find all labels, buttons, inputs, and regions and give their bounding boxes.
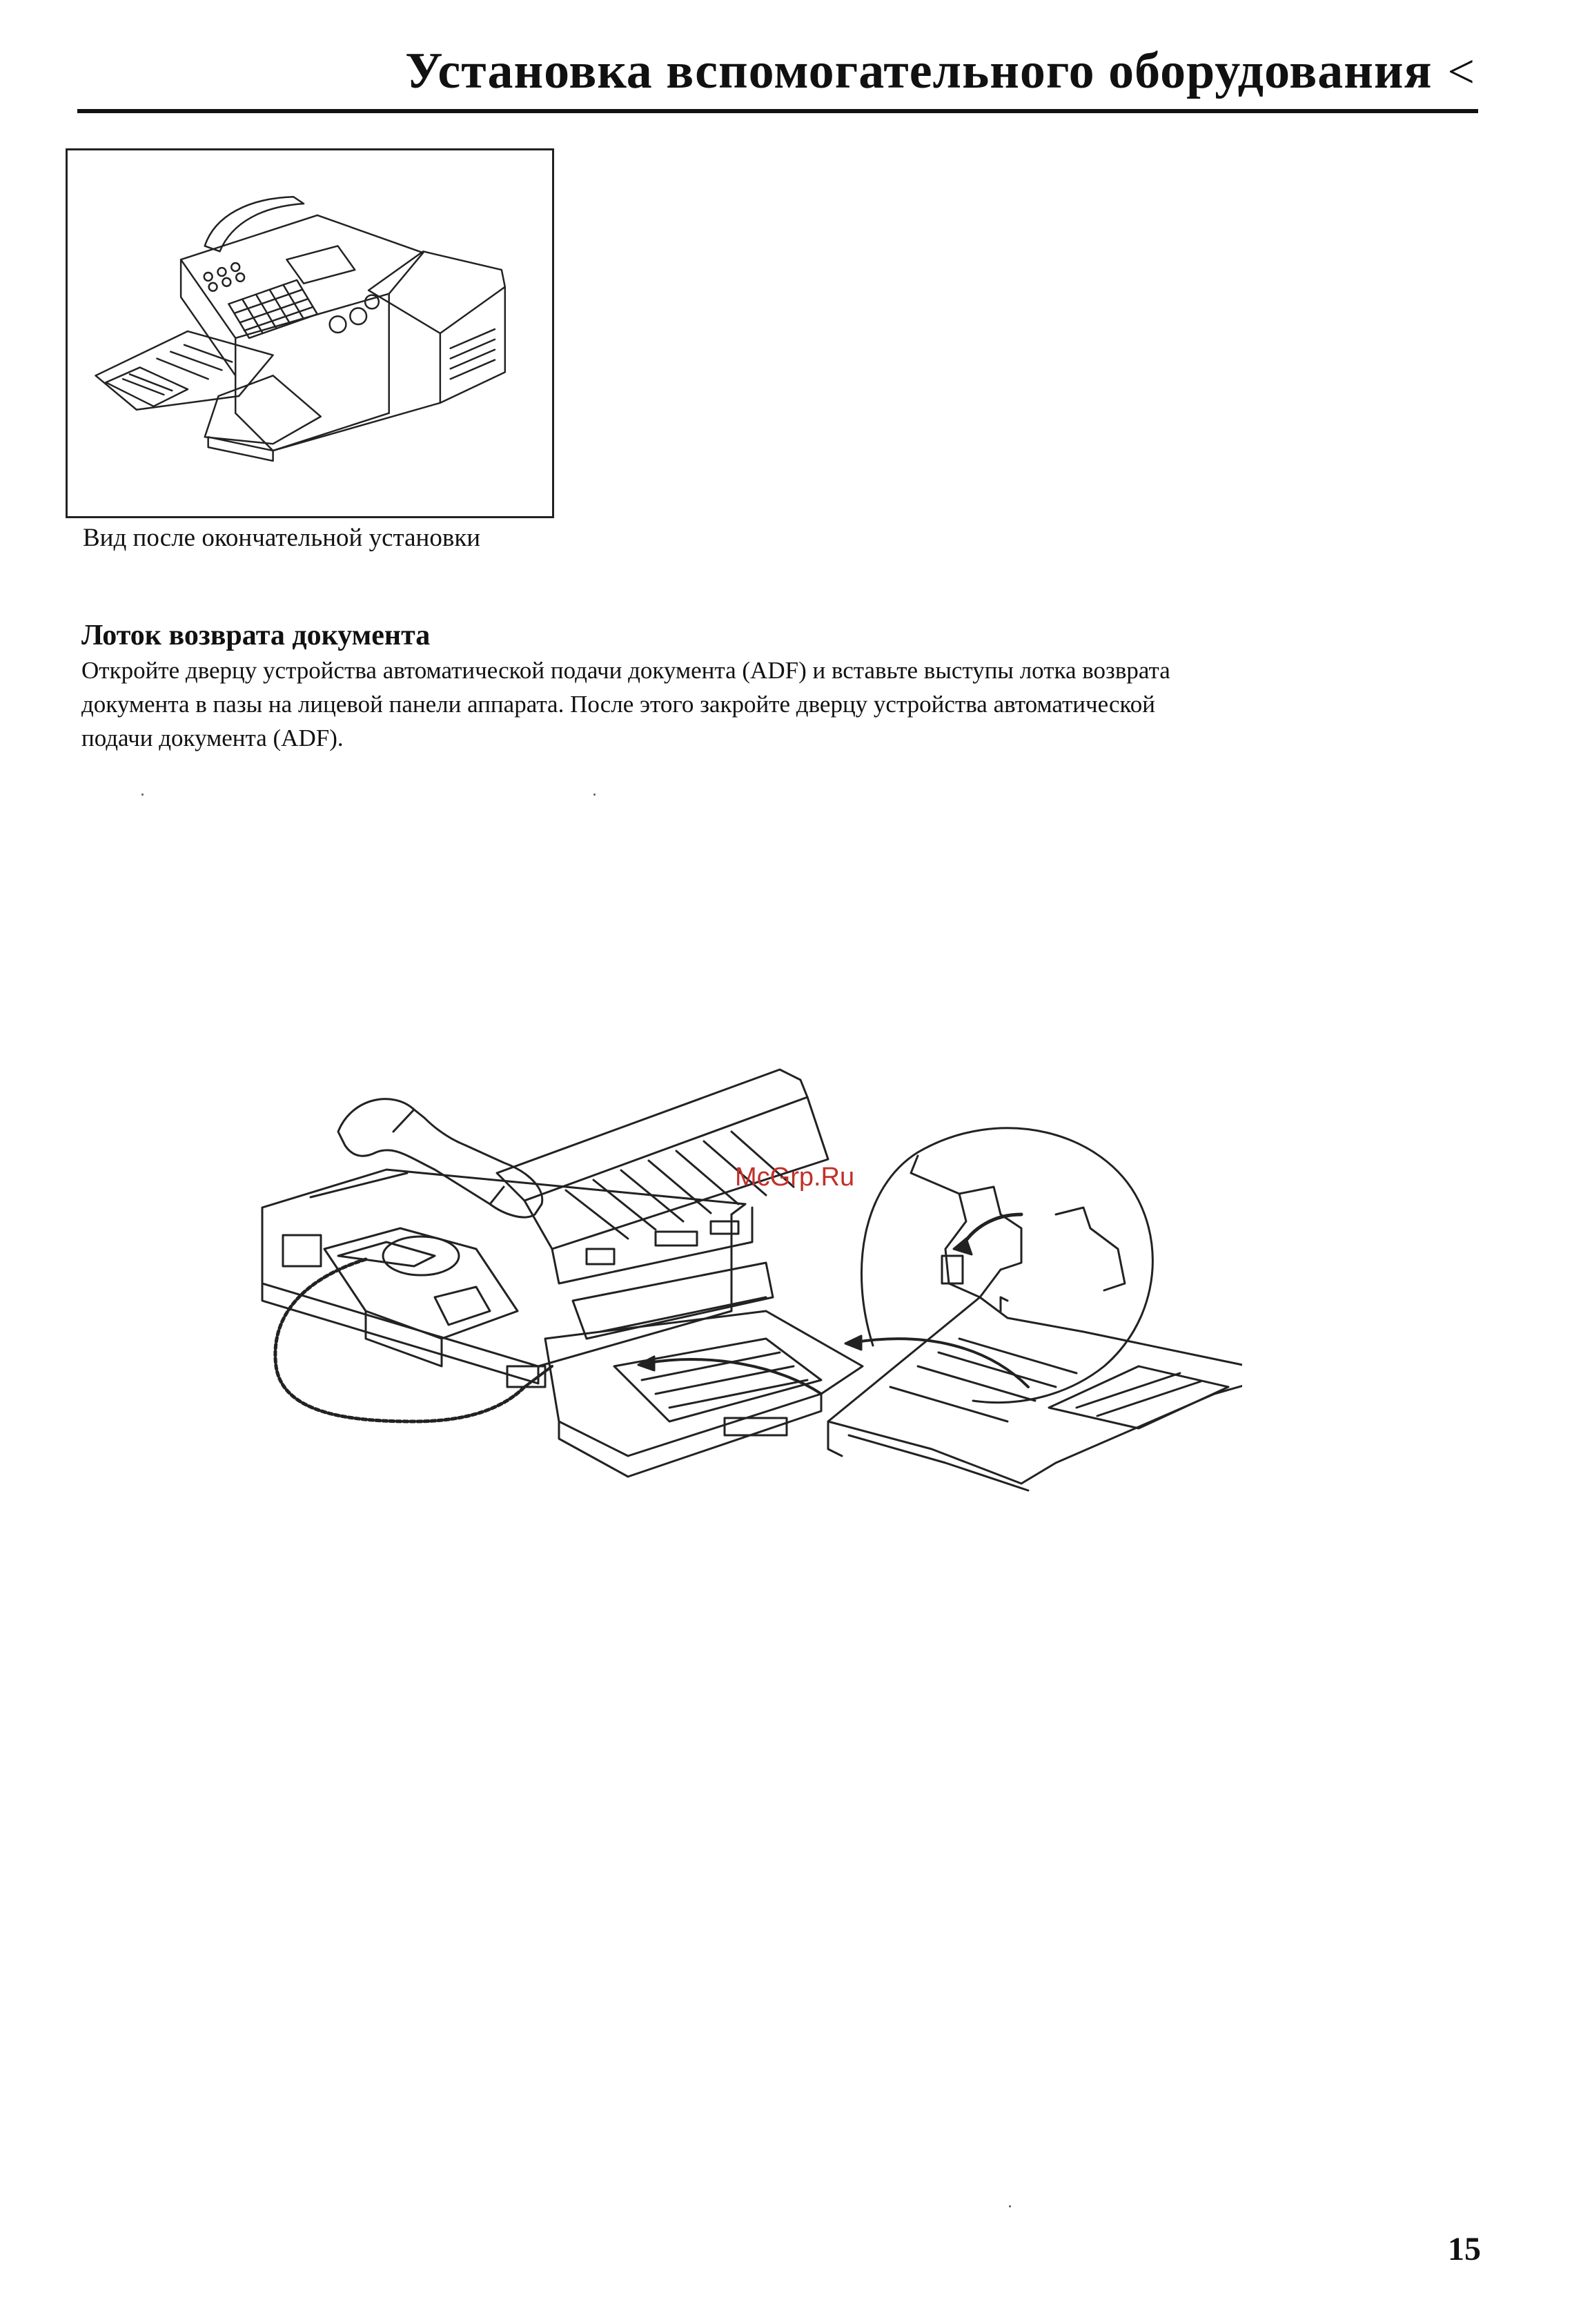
body-line: Откройте дверцу устройства автоматической подачи документа (ADF) и вставьте выступы лотка возврата [81, 657, 1170, 684]
page-title [405, 43, 1475, 99]
fax-machine-illustration [66, 148, 554, 518]
document-return-tray-installation-illustration [228, 925, 1242, 1601]
body-line: документа в пазы на лицевой панели аппарата. После этого закройте дверцу устройства автоматической [81, 691, 1156, 718]
scan-speck [593, 794, 596, 796]
body-line: подачи документа (ADF). [81, 725, 344, 751]
section-body [81, 653, 1434, 755]
page-number: 15 [1448, 2231, 1481, 2267]
scan-speck [1009, 2205, 1011, 2207]
watermark: McGrp.Ru [735, 1163, 855, 1192]
page-title-text: Установка вспомогательного оборудования [405, 43, 1433, 99]
figure-caption: Вид после окончательной установки [83, 524, 481, 552]
section-heading: Лоток возврата документа [81, 620, 431, 651]
scan-speck [141, 794, 144, 796]
section-arrow-icon: < [1447, 46, 1475, 99]
header-rule [77, 109, 1478, 113]
